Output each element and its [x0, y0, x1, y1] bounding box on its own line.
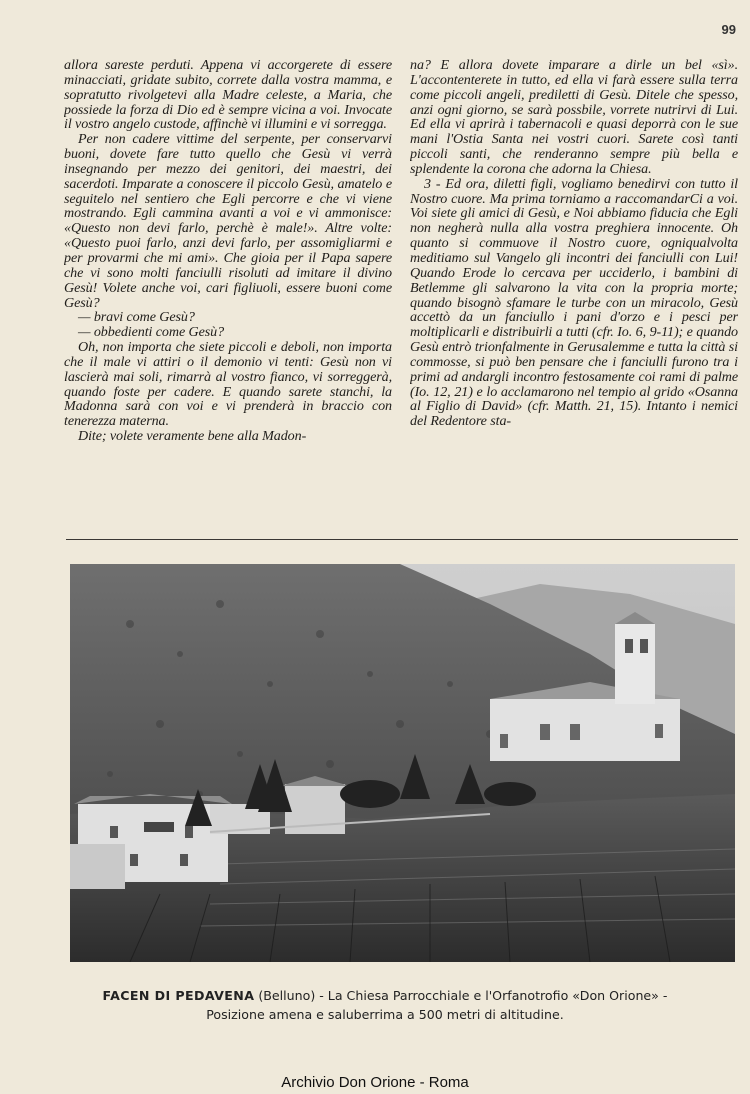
caption-line-2: Posizione amena e saluberrima a 500 metri di altitudine. — [206, 1007, 564, 1022]
paragraph: Dite; volete veramente bene alla Madon- — [78, 428, 307, 445]
paragraph: — obbedienti come Gesù? — [78, 324, 225, 341]
paragraph: allora sareste perduti. Appena vi accorgerete di essere minacciati, gridate subito, correte dalla vostra mamma, e sopratutto rivolgetevi alla Madre celeste, a Maria, che possiede la forza di Dio ed è sempre vicina a voi. Invocate il vostro angelo custode, affinchè vi illumini e vi sorregga. — [64, 58, 392, 133]
left-column — [64, 58, 392, 528]
landscape-photo — [70, 564, 735, 962]
archive-footer: Archivio Don Orione - Roma — [281, 1074, 469, 1091]
paragraph: 3 - Ed ora, diletti figli, vogliamo benedirvi con tutto il Nostro cuore. Ma prima torniamo a raccomandarCi a voi. Voi siete gli amici di Gesù, e Noi abbiamo fiducia che Egli non negherà nulla alla vostra preghiera innocente. Oh quanto si commuove il Nostro cuore, ogniqualvolta meditiamo sul Vangelo gli incontri dei fanciulli con Lui! Quando Erode lo cercava per ucciderlo, i bambini di Betlemme gli salvarono la vita con la propria morte; quando bisognò sfamare le turbe con un miracolo, Gesù accettò da un fanciullo i pani d'orzo e i pesci per moltiplicarli e distribuirli a tutti (cfr. Io. 6, 9-11); e quando Gesù entrò trionfalmente in Gerusalemme e tutta la città si commosse, si può ben pensare che i fanciulli furono tra i primi ad andargli incontro festosamente coi rami di palme (Io. 12, 21) e lo acclamarono nel tempio al grido «Osanna al Figlio di David» (cfr. Matth. 21, 15). Intanto i nemici del Redentore sta- — [410, 175, 738, 430]
page-number: 99 — [721, 22, 736, 37]
paragraph: Per non cadere vittime del serpente, per conservarvi buoni, dovete fare tutto quello che Gesù vi verrà insegnando per mezzo dei genitori, dei maestri, dei sacerdoti. Imparate a conoscere il piccolo Gesù, amatelo e seguitelo nel sentiero che Egli percorre e che vi viene mostrando. Egli cammina avanti a voi e vi ammonisce: «Questo non devi farlo, perchè è male!». Altre volte: «Questo puoi farlo, anzi devi farlo, per assomigliarmi e per provarmi che mi ami». Che gioia per il Papa sapere che vi sono molti fanciulli risoluti ad imitare il divino Gesù! Volete anche voi, cari figliuoli, essere buoni come Gesù? — [64, 131, 392, 311]
paragraph: Oh, non importa che siete piccoli e deboli, non importa che il male vi attiri o il demonio vi tenti: Gesù non vi lascierà mai soli, rimarrà al vostro fianco, vi sorreggerà, quando foste per cadere. E quando sarete stanchi, la Madonna sarà con voi e vi prenderà in braccio con tenerezza materna. — [64, 339, 392, 430]
photo-caption — [40, 986, 730, 1024]
divider-rule — [66, 539, 738, 540]
caption-line-1 — [40, 986, 730, 1005]
paragraph: na? E allora dovete imparare a dirle un bel «sì». L'accontenterete in tutto, ed ella vi farà essere sulla terra come piccoli angeli, prediletti di Gesù. Ditele che spesso, anzi ogni giorno, se sarà possbile, vorrete nutrirvi di Lui. Ed ella vi aprirà i tabernacoli e quasi deporrà con le sue mani l'Ostia Santa nei vostri cuori. Sarete così tanti piccoli santi, che renderanno sempre più bella e splendente la corona che adorna la Chiesa. — [410, 58, 738, 177]
article-text — [64, 58, 736, 528]
caption-place: FACEN DI PEDAVENA — [102, 988, 255, 1003]
right-column — [410, 58, 738, 528]
paragraph: — bravi come Gesù? — [78, 309, 195, 326]
caption-text: (Belluno) - La Chiesa Parrocchiale e l'Orfanotrofio «Don Orione» - — [258, 988, 668, 1003]
